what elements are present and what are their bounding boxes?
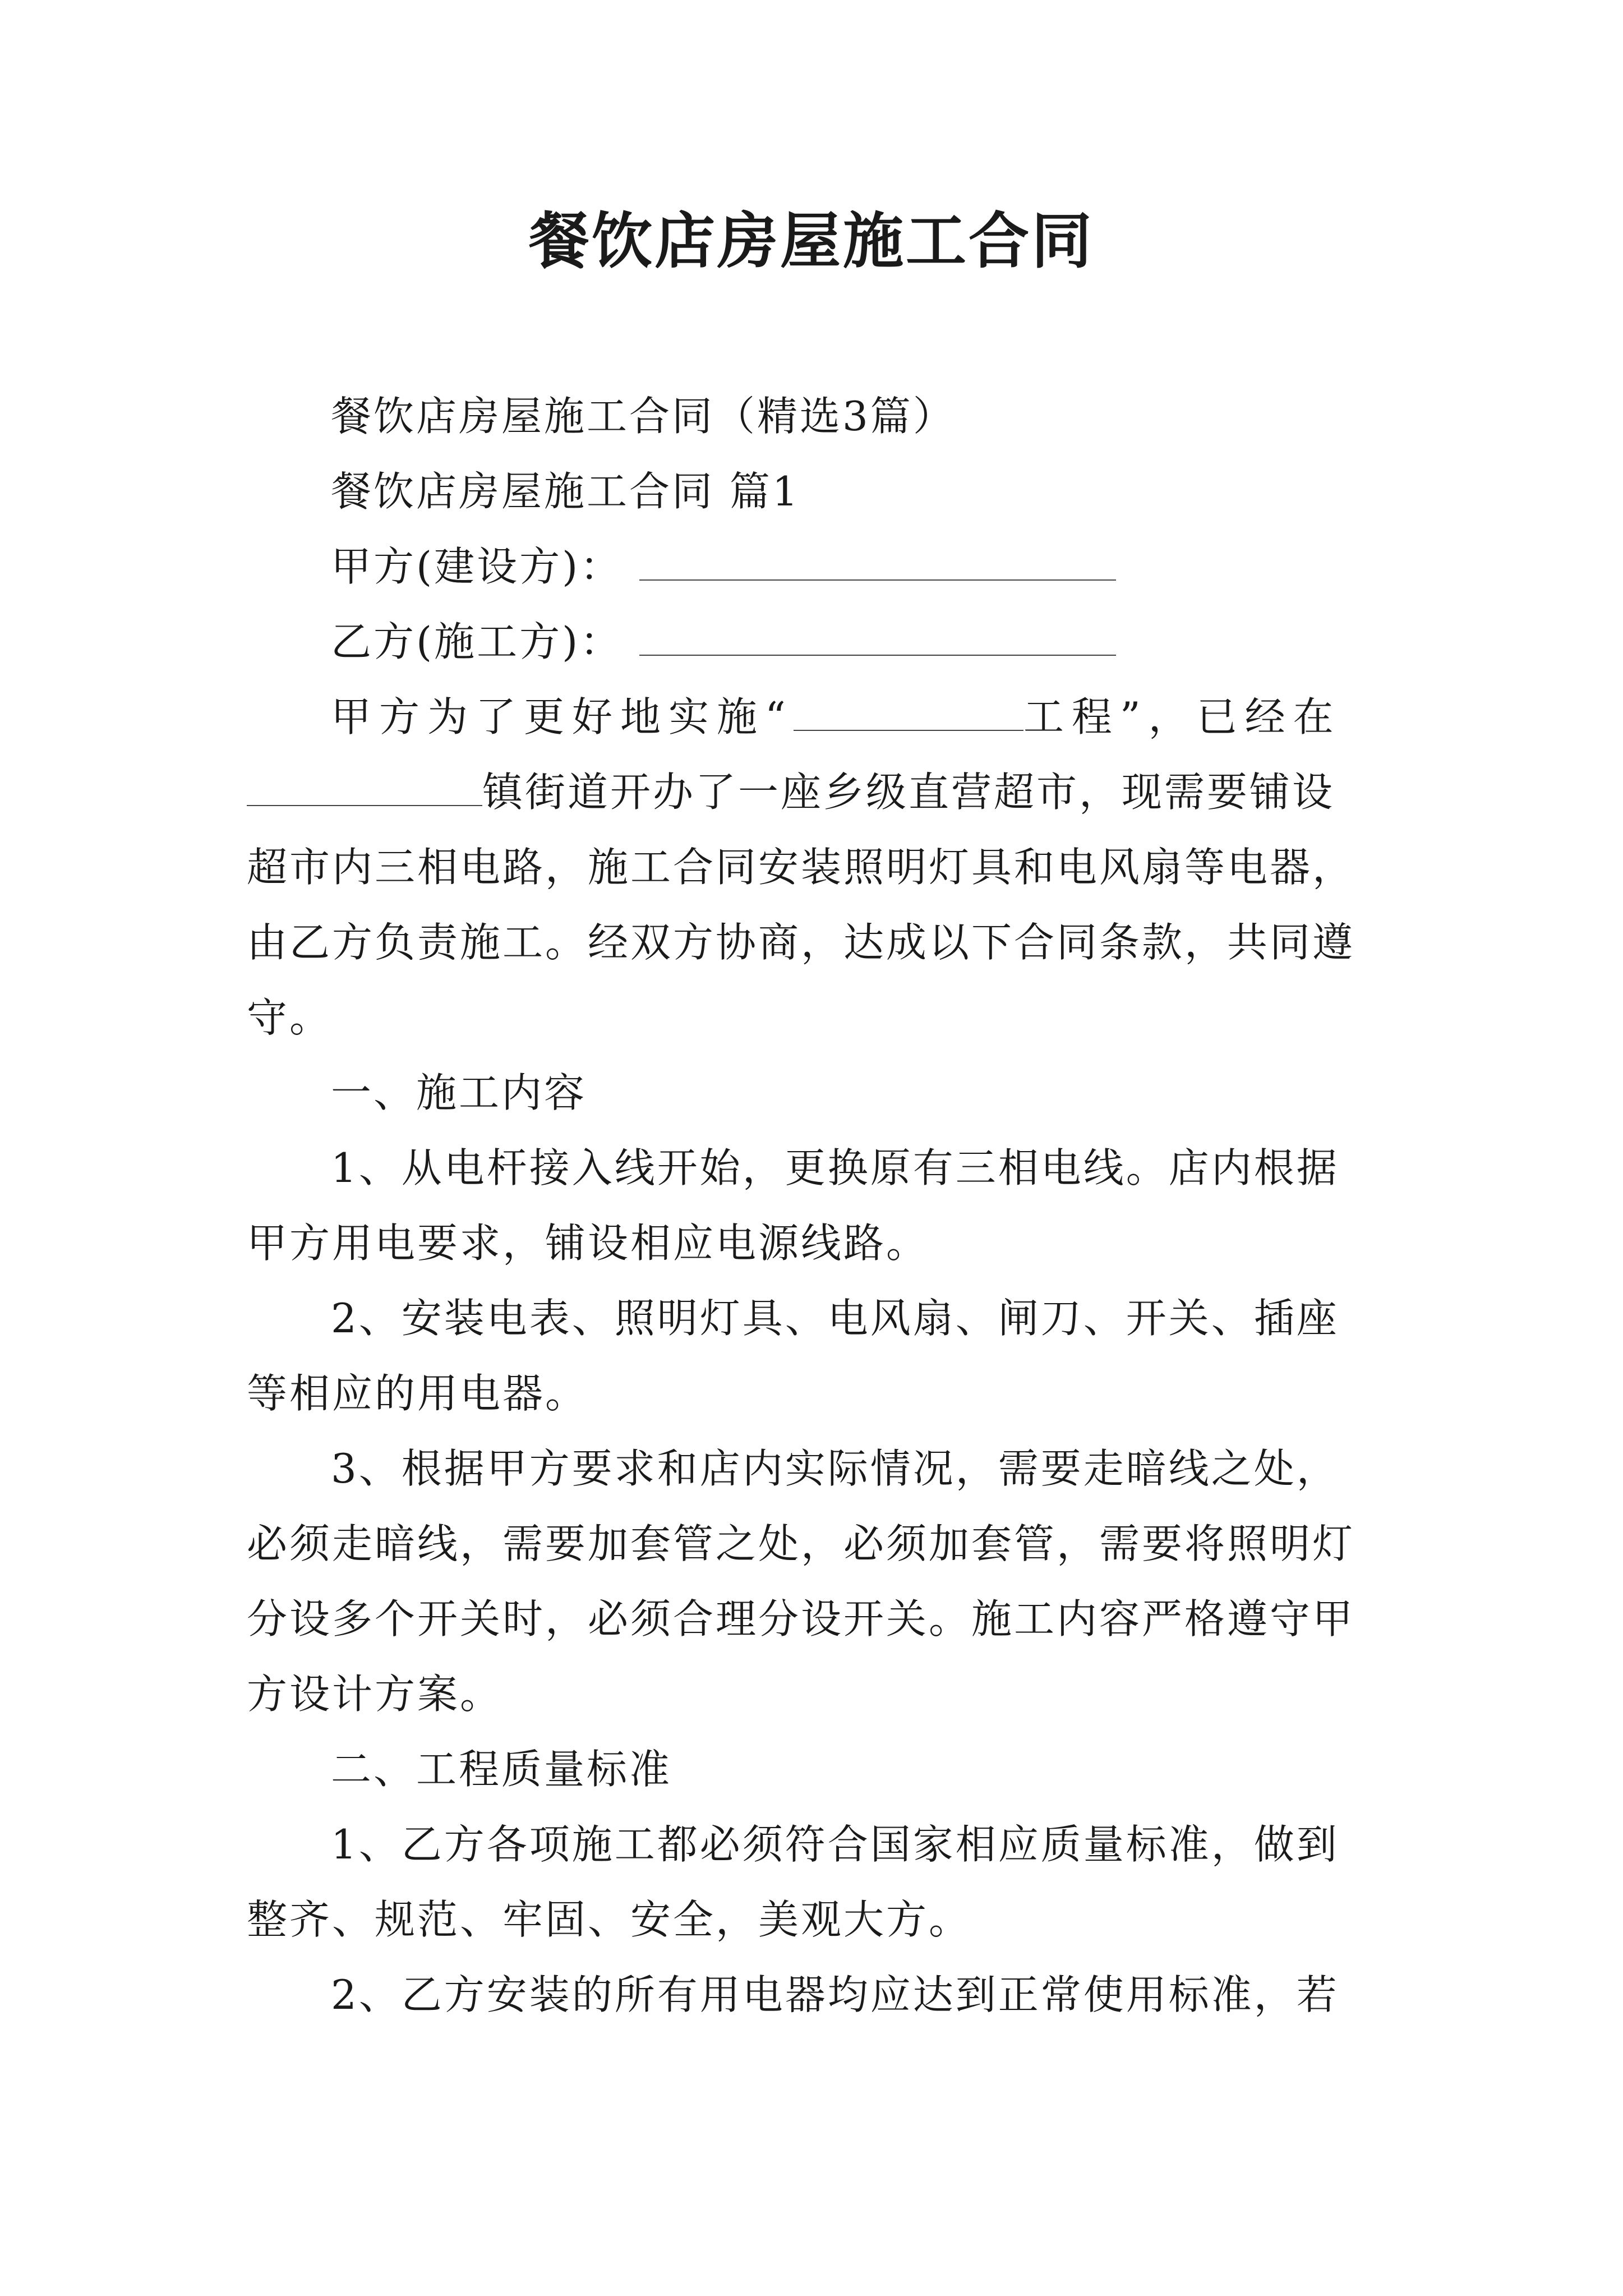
section-2-heading: 二、工程质量标准 — [331, 1746, 672, 1793]
town-blank — [247, 777, 482, 806]
section-1-heading: 一、施工内容 — [331, 1069, 587, 1116]
project-name-blank — [794, 702, 1023, 731]
document-title: 餐饮店房屋施工合同 — [528, 206, 1094, 277]
section-1-item-2-line-2: 等相应的用电器。 — [247, 1370, 588, 1417]
section-2-item-1-line-1: 1、乙方各项施工都必须符合国家相应质量标准，做到 — [331, 1821, 1339, 1868]
party-a-blank — [639, 551, 1116, 581]
section-1-item-3-line-4: 方设计方案。 — [247, 1671, 503, 1718]
subtitle: 餐饮店房屋施工合同（精选3篇） — [331, 393, 956, 440]
section-1-item-3-line-3: 分设多个开关时，必须合理分设开关。施工内容严格遵守甲 — [247, 1595, 1355, 1642]
section-1-item-2-line-1: 2、安装电表、照明灯具、电风扇、闸刀、开关、插座 — [331, 1295, 1339, 1342]
section-1-item-3-line-2: 必须走暗线，需要加套管之处，必须加套管，需要将照明灯 — [247, 1520, 1355, 1567]
section-2-item-1-line-2: 整齐、规范、牢固、安全，美观大方。 — [247, 1896, 972, 1943]
intro-line-2: 镇街道开办了一座乡级直营超市，现需要铺设 — [247, 754, 1391, 830]
section-heading: 餐饮店房屋施工合同 篇1 — [331, 468, 800, 515]
document-body — [247, 379, 1391, 2032]
section-1-item-1-line-2: 甲方用电要求，铺设相应电源线路。 — [247, 1220, 929, 1267]
intro-line-5: 守。 — [247, 994, 333, 1041]
section-1-item-3-line-1: 3、根据甲方要求和店内实际情况，需要走暗线之处， — [331, 1445, 1339, 1492]
party-a-label: 甲方(建设方)： — [331, 543, 623, 590]
party-b-blank — [639, 627, 1116, 656]
party-a-line — [247, 529, 1391, 604]
party-b-label: 乙方(施工方)： — [331, 618, 623, 665]
intro-line-4: 由乙方负责施工。经双方协商，达成以下合同条款，共同遵 — [247, 919, 1355, 966]
section-1-item-1-line-1: 1、从电杆接入线开始，更换原有三相电线。店内根据 — [331, 1144, 1339, 1191]
intro-line-3: 超市内三相电路，施工合同安装照明灯具和电风扇等电器， — [247, 844, 1355, 891]
intro-line-1: 甲方为了更好地实施“ 工程”，已经在 — [331, 693, 1341, 740]
party-b-line — [247, 604, 1391, 679]
section-2-item-2-line-1: 2、乙方安装的所有用电器均应达到正常使用标准，若 — [331, 1971, 1339, 2018]
